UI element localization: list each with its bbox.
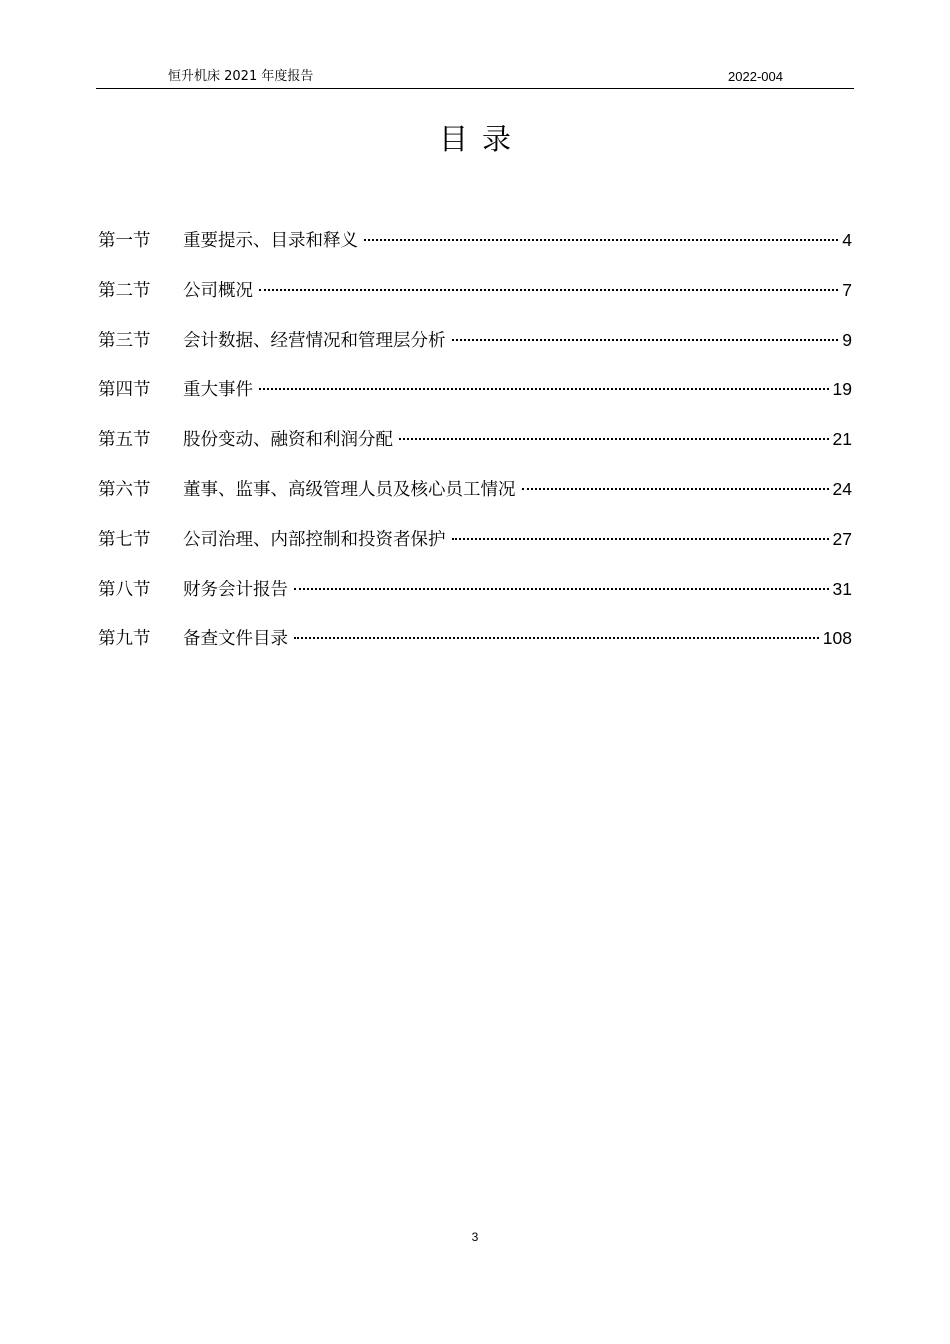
toc-section-number: 第一节 xyxy=(98,231,151,251)
toc-section-title: 备查文件目录 xyxy=(183,629,288,650)
toc-dot-leader xyxy=(259,289,838,291)
toc-page-number: 7 xyxy=(842,279,852,300)
toc-section-title: 重大事件 xyxy=(183,380,253,401)
page-header xyxy=(96,66,854,89)
toc-entry-link[interactable] xyxy=(183,575,852,604)
toc-item-9 xyxy=(98,624,852,674)
toc-section-number: 第三节 xyxy=(98,330,151,351)
toc-section-title: 董事、监事、高级管理人员及核心员工情况 xyxy=(183,479,516,500)
toc-page-number: 27 xyxy=(832,528,852,549)
toc-item-4 xyxy=(98,375,852,425)
toc-item-2 xyxy=(98,276,852,326)
table-of-contents xyxy=(98,226,852,674)
toc-page-number: 21 xyxy=(832,429,852,450)
toc-dot-leader xyxy=(294,588,829,590)
toc-section-title: 财务会计报告 xyxy=(183,579,288,600)
report-title: 恒升机床 2021 年度报告 xyxy=(168,69,314,84)
page-number: 3 xyxy=(471,1230,479,1244)
toc-dot-leader xyxy=(294,637,819,639)
toc-section-number: 第七节 xyxy=(98,529,151,550)
toc-dot-leader xyxy=(452,538,829,540)
toc-page-number: 4 xyxy=(842,230,852,250)
toc-section-number: 第四节 xyxy=(98,380,151,401)
toc-entry-link[interactable] xyxy=(183,624,852,653)
announcement-number: 2022-004 xyxy=(728,69,783,84)
toc-item-8 xyxy=(98,575,852,625)
toc-section-number: 第八节 xyxy=(98,579,151,600)
toc-entry-link[interactable] xyxy=(183,276,852,305)
toc-section-number: 第九节 xyxy=(98,629,151,650)
toc-dot-leader xyxy=(522,488,829,490)
toc-entry-link[interactable] xyxy=(183,226,852,255)
toc-page-number: 24 xyxy=(832,478,852,499)
toc-section-number: 第六节 xyxy=(98,479,151,500)
toc-dot-leader xyxy=(364,239,838,241)
toc-dot-leader xyxy=(452,339,839,341)
toc-dot-leader xyxy=(399,438,829,440)
toc-section-number: 第五节 xyxy=(98,430,151,451)
toc-item-7 xyxy=(98,525,852,575)
toc-entry-link[interactable] xyxy=(183,326,852,355)
toc-entry-link[interactable] xyxy=(183,525,852,554)
toc-section-title: 公司概况 xyxy=(183,280,253,301)
toc-section-title: 股份变动、融资和利润分配 xyxy=(183,430,393,451)
toc-section-title: 重要提示、目录和释义 xyxy=(183,231,358,251)
toc-page-number: 19 xyxy=(832,379,852,400)
toc-item-5 xyxy=(98,425,852,475)
toc-section-number: 第二节 xyxy=(98,280,151,301)
toc-page-number: 9 xyxy=(842,329,852,350)
toc-item-6 xyxy=(98,475,852,525)
toc-section-title: 会计数据、经营情况和管理层分析 xyxy=(183,330,446,351)
toc-item-3 xyxy=(98,326,852,376)
toc-entry-link[interactable] xyxy=(183,375,852,404)
toc-dot-leader xyxy=(259,388,829,390)
toc-page-number: 108 xyxy=(822,628,852,649)
toc-section-title: 公司治理、内部控制和投资者保护 xyxy=(183,529,446,550)
toc-entry-link[interactable] xyxy=(183,475,852,504)
toc-item-1 xyxy=(98,226,852,276)
page-title: 目录 xyxy=(438,122,525,156)
toc-entry-link[interactable] xyxy=(183,425,852,454)
toc-page-number: 31 xyxy=(832,578,852,599)
